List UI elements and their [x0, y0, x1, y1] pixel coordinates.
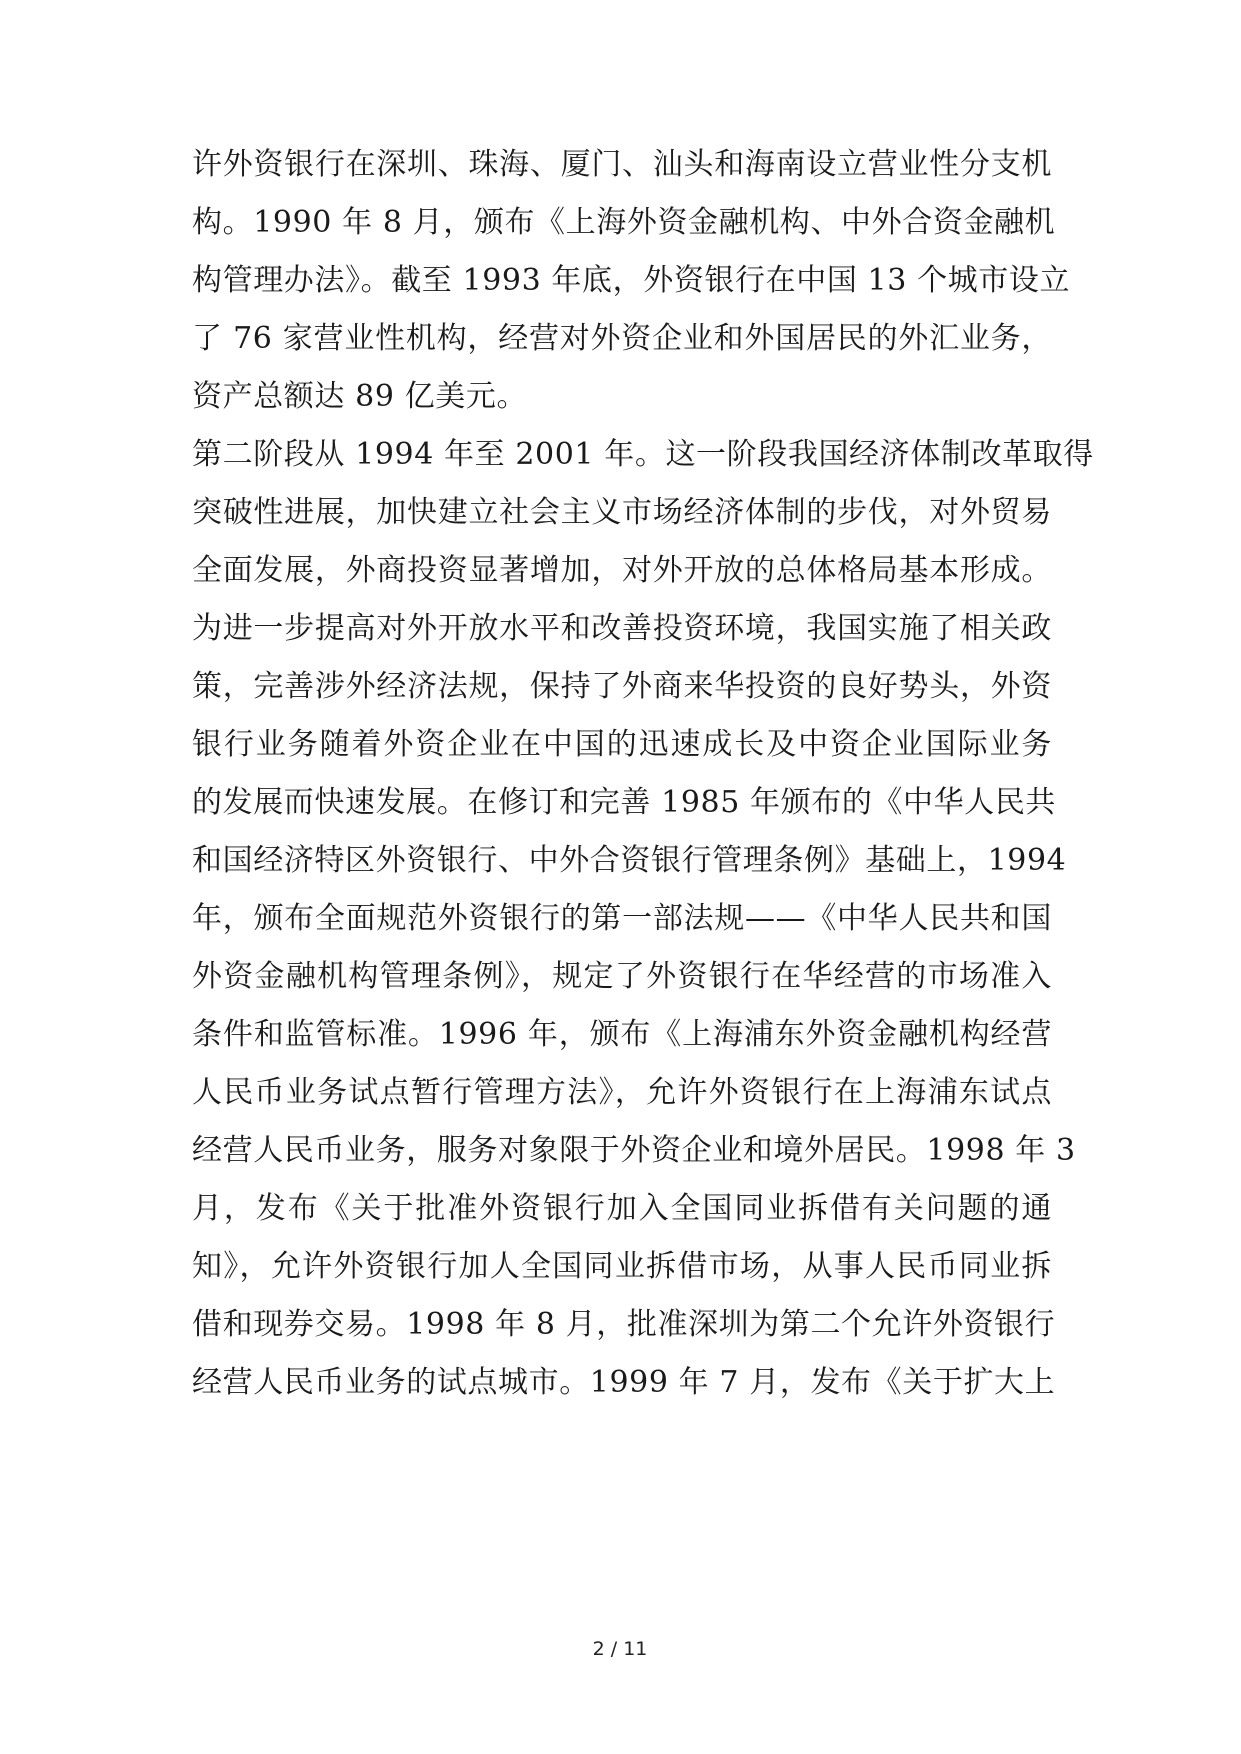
text-line: 了 76 家营业性机构，经营对外资企业和外国居民的外汇业务，: [192, 321, 1052, 356]
text-line: 策，完善涉外经济法规，保持了外商来华投资的良好势头，外资: [192, 669, 1052, 704]
text-line: 构管理办法》。截至 1993 年底，外资银行在中国 13 个城市设立: [192, 263, 1071, 298]
text-line: 年，颁布全面规范外资银行的第一部法规——《中华人民共和国: [192, 901, 1052, 936]
text-line: 的发展而快速发展。在修订和完善 1985 年颁布的《中华人民共: [192, 785, 1057, 820]
text-line: 第二阶段从 1994 年至 2001 年。这一阶段我国经济体制改革取得: [192, 437, 1094, 472]
text-line: 人民币业务试点暂行管理方法》，允许外资银行在上海浦东试点: [192, 1075, 1052, 1110]
text-line: 构。1990 年 8 月，颁布《上海外资金融机构、中外合资金融机: [192, 205, 1056, 240]
text-line: 为进一步提高对外开放水平和改善投资环境，我国实施了相关政: [192, 611, 1052, 646]
text-line: 许外资银行在深圳、珠海、厦门、汕头和海南设立营业性分支机: [192, 147, 1052, 182]
text-line: 借和现券交易。1998 年 8 月，批准深圳为第二个允许外资银行: [192, 1307, 1056, 1342]
text-line: 月，发布《关于批准外资银行加入全国同业拆借有关问题的通: [192, 1191, 1052, 1226]
text-line: 和国经济特区外资银行、中外合资银行管理条例》基础上，1994: [192, 843, 1067, 878]
text-line: 全面发展，外商投资显著增加，对外开放的总体格局基本形成。: [192, 553, 1052, 588]
text-line: 突破性进展，加快建立社会主义市场经济体制的步伐，对外贸易: [192, 495, 1052, 530]
text-line: 知》，允许外资银行加人全国同业拆借市场，从事人民币同业拆: [192, 1249, 1052, 1284]
page-number: 2 / 11: [592, 1638, 648, 1660]
text-line: 外资金融机构管理条例》，规定了外资银行在华经营的市场准入: [192, 959, 1052, 994]
text-line: 经营人民币业务，服务对象限于外资企业和境外居民。1998 年 3: [192, 1133, 1076, 1168]
text-line: 经营人民币业务的试点城市。1999 年 7 月，发布《关于扩大上: [192, 1365, 1056, 1400]
text-line: 银行业务随着外资企业在中国的迅速成长及中资企业国际业务: [192, 727, 1052, 762]
text-line: 资产总额达 89 亿美元。: [192, 379, 528, 414]
text-line: 条件和监管标准。1996 年，颁布《上海浦东外资金融机构经营: [192, 1017, 1052, 1052]
